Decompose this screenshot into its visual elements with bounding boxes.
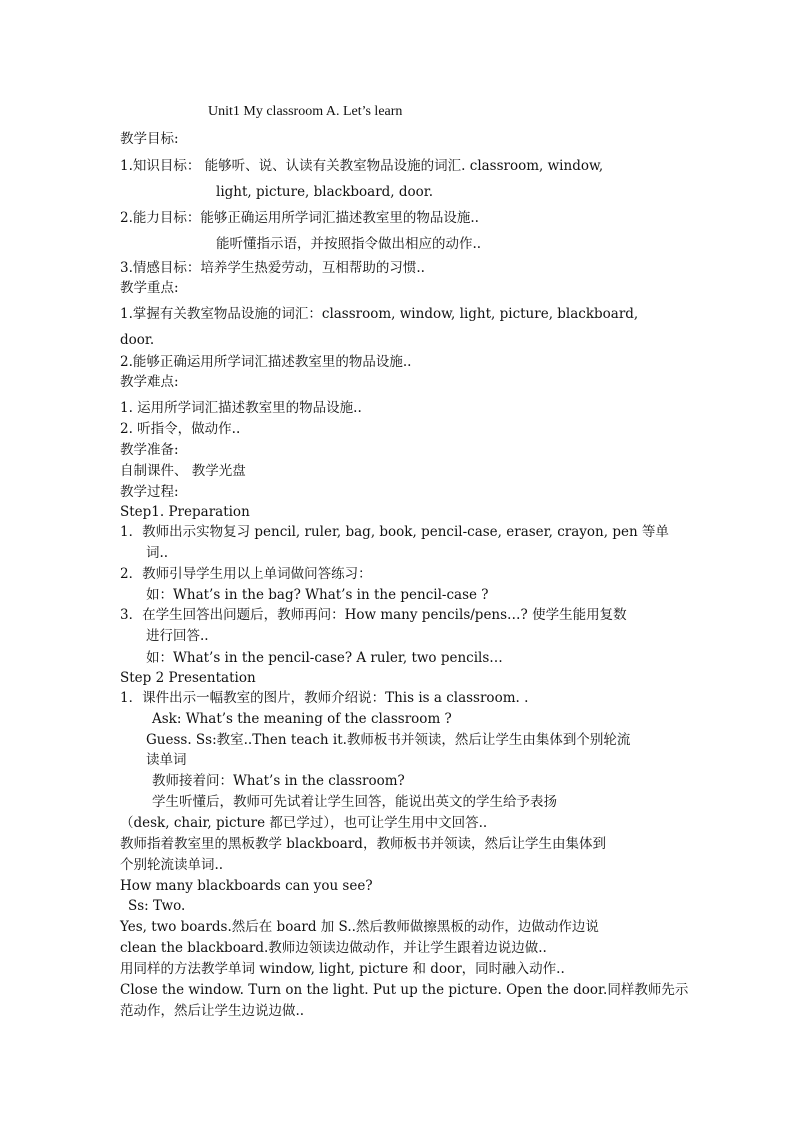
step2-guess-cont: 读单词 <box>146 752 187 768</box>
step2-yes: Yes, two boards.然后在 board 加 S..然后教师做擦黑板的动作，边做动作边说 <box>120 919 599 935</box>
step2-commands-cont: 范动作，然后让学生边说边做.. <box>120 1003 305 1019</box>
step2-question: How many blackboards can you see? <box>120 878 373 894</box>
step2-teacher-asks: 教师接着问：What’s in the classroom? <box>152 773 405 789</box>
step1-item-1-cont: 词.. <box>146 545 169 561</box>
step2-blackboard-cont: 个别轮流读单词.. <box>120 857 224 873</box>
step2-answer: Ss: Two. <box>128 898 186 914</box>
step2-item-1: 1．课件出示一幅教室的图片，教师介绍说：This is a classroom. . <box>120 690 529 706</box>
keypoint-2: 2.能够正确运用所学词汇描述教室里的物品设施.. <box>120 354 412 370</box>
preparation-heading: 教学准备: <box>120 442 179 458</box>
keypoints-heading: 教学重点: <box>120 280 179 296</box>
objective-emotion: 3.情感目标：培养学生热爱劳动，互相帮助的习惯.. <box>120 260 425 276</box>
step2-desk-note: （desk, chair, picture 都已学过），也可让学生用中文回答.. <box>120 815 488 831</box>
step1-heading: Step1. Preparation <box>120 504 250 520</box>
objectives-heading: 教学目标: <box>120 131 179 147</box>
step1-item-3: 3．在学生回答出问题后，教师再问：How many pencils/pens…? 使学生能用复数 <box>120 607 627 623</box>
step2-heading: Step 2 Presentation <box>120 670 256 686</box>
keypoint-1: 1.掌握有关教室物品设施的词汇：classroom, window, light, picture, blackboard, <box>120 306 639 322</box>
difficulty-1: 1. 运用所学词汇描述教室里的物品设施.. <box>120 400 362 416</box>
step2-same-method: 用同样的方法教学单词 window, light, picture 和 door，同时融入动作.. <box>120 961 565 977</box>
preparation-items: 自制课件、 教学光盘 <box>120 463 246 479</box>
step2-students-answer: 学生听懂后，教师可先试着让学生回答，能说出英文的学生给予表扬 <box>152 794 557 810</box>
step2-commands: Close the window. Turn on the light. Put up the picture. Open the door.同样教师先示 <box>120 982 689 998</box>
step1-item-3-example: 如：What’s in the pencil-case? A ruler, two pencils… <box>146 650 503 666</box>
step2-guess: Guess. Ss:教室..Then teach it.教师板书并领读，然后让学生由集体到个别轮流 <box>146 732 631 748</box>
step2-yes-cont: clean the blackboard.教师边领读边做动作，并让学生跟着边说边做.. <box>120 940 547 956</box>
step1-item-1: 1．教师出示实物复习 pencil, ruler, bag, book, pencil-case, eraser, crayon, pen 等单 <box>120 524 669 540</box>
difficulties-heading: 教学难点: <box>120 374 179 390</box>
process-heading: 教学过程: <box>120 484 179 500</box>
objective-knowledge-cont: light, picture, blackboard, door. <box>216 184 434 200</box>
step1-item-3-cont: 进行回答.. <box>146 628 209 644</box>
objective-ability: 2.能力目标：能够正确运用所学词汇描述教室里的物品设施.. <box>120 210 479 226</box>
page-title: Unit1 My classroom A. Let’s learn <box>208 104 403 119</box>
objective-ability-cont: 能听懂指示语，并按照指令做出相应的动作.. <box>216 236 482 252</box>
step2-blackboard: 教师指着教室里的黑板教学 blackboard，教师板书并领读，然后让学生由集体到 <box>120 836 606 852</box>
objective-knowledge: 1.知识目标： 能够听、说、认读有关教室物品设施的词汇. classroom, window, <box>120 158 604 174</box>
step1-item-2: 2．教师引导学生用以上单词做问答练习： <box>120 566 372 582</box>
keypoint-1-cont: door. <box>120 332 155 348</box>
step2-ask: Ask: What’s the meaning of the classroom ? <box>152 711 452 727</box>
step1-item-2-example: 如：What’s in the bag? What’s in the pencil-case ? <box>146 587 489 603</box>
difficulty-2: 2. 听指令，做动作.. <box>120 421 241 437</box>
